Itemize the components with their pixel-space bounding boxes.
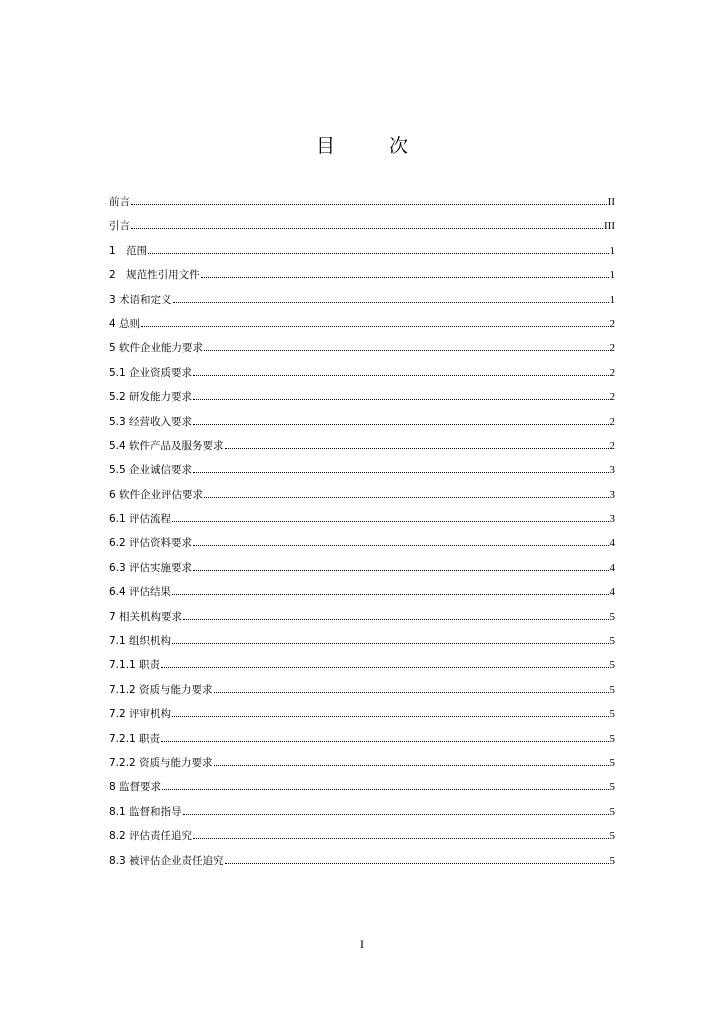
toc-dot-leader (183, 813, 609, 815)
toc-entry-page: 2 (609, 391, 615, 404)
toc-entry[interactable] (109, 512, 615, 536)
toc-entry-label: 7.2 评审机构 (109, 708, 172, 721)
toc-entry-label: 7.1 组织机构 (109, 635, 172, 648)
toc-entry[interactable] (109, 732, 615, 756)
toc-entry[interactable] (109, 634, 615, 658)
toc-entry-label: 7.1.1 职责 (109, 659, 161, 672)
toc-list (109, 195, 615, 878)
toc-entry[interactable] (109, 463, 615, 487)
toc-entry-label: 8 监督要求 (109, 781, 162, 794)
toc-entry[interactable] (109, 585, 615, 609)
toc-entry-page: 4 (609, 561, 615, 574)
toc-entry[interactable] (109, 293, 615, 317)
toc-dot-leader (131, 203, 607, 205)
toc-dot-leader (225, 862, 609, 864)
toc-entry-page: 1 (609, 293, 615, 306)
toc-dot-leader (193, 471, 608, 473)
toc-entry[interactable] (109, 536, 615, 560)
toc-dot-leader (204, 496, 608, 498)
toc-entry-label: 2 规范性引用文件 (109, 269, 200, 282)
toc-dot-leader (172, 520, 608, 522)
toc-entry[interactable] (109, 488, 615, 512)
toc-dot-leader (161, 740, 608, 742)
toc-entry-label: 7 相关机构要求 (109, 610, 183, 623)
toc-dot-leader (214, 764, 609, 766)
toc-entry-label: 5.1 企业资质要求 (109, 366, 193, 379)
toc-entry-page: 5 (609, 610, 615, 623)
toc-dot-leader (193, 569, 608, 571)
toc-entry[interactable] (109, 683, 615, 707)
toc-entry-label: 7.2.1 职责 (109, 732, 161, 745)
toc-entry-page: 5 (609, 830, 615, 843)
toc-entry-page: 5 (609, 635, 615, 648)
toc-dot-leader (214, 691, 609, 693)
toc-entry-label: 6.3 评估实施要求 (109, 561, 193, 574)
toc-entry[interactable] (109, 805, 615, 829)
toc-dot-leader (201, 276, 609, 278)
toc-entry[interactable] (109, 829, 615, 853)
toc-entry-page: III (604, 220, 615, 233)
toc-entry[interactable] (109, 780, 615, 804)
toc-entry[interactable] (109, 756, 615, 780)
toc-dot-leader (193, 398, 608, 400)
toc-dot-leader (173, 301, 609, 303)
toc-entry-label: 5 软件企业能力要求 (109, 342, 204, 355)
toc-entry-page: 2 (609, 317, 615, 330)
toc-entry-label: 6.1 评估流程 (109, 513, 172, 526)
toc-entry[interactable] (109, 219, 615, 243)
toc-dot-leader (172, 642, 608, 644)
toc-dot-leader (193, 837, 608, 839)
toc-entry[interactable] (109, 658, 615, 682)
toc-entry-label: 前言 (109, 196, 130, 208)
toc-entry[interactable] (109, 854, 615, 878)
toc-entry-page: 5 (609, 854, 615, 867)
toc-entry-page: 5 (609, 708, 615, 721)
toc-entry-label: 引言 (109, 220, 130, 233)
toc-dot-leader (193, 544, 608, 546)
toc-entry-page: 1 (609, 244, 615, 257)
toc-entry-label: 8.2 评估责任追究 (109, 830, 193, 843)
toc-entry-page: 4 (609, 537, 615, 550)
toc-dot-leader (172, 593, 608, 595)
toc-entry[interactable] (109, 268, 615, 292)
toc-entry-label: 5.2 研发能力要求 (109, 391, 193, 404)
toc-entry-page: II (607, 196, 615, 208)
toc-entry[interactable] (109, 415, 615, 439)
toc-dot-leader (193, 374, 608, 376)
toc-dot-leader (162, 788, 608, 790)
toc-entry-page: 5 (609, 805, 615, 818)
toc-dot-leader (204, 349, 608, 351)
toc-entry-label: 6.4 评估结果 (109, 586, 172, 599)
footer-page-number: I (360, 937, 364, 951)
toc-dot-leader (225, 447, 609, 449)
toc-entry[interactable] (109, 707, 615, 731)
toc-entry-page: 5 (609, 781, 615, 794)
toc-entry-label: 5.4 软件产品及服务要求 (109, 439, 224, 452)
toc-entry[interactable] (109, 439, 615, 463)
toc-entry[interactable] (109, 366, 615, 390)
toc-entry-label: 1 范围 (109, 244, 148, 257)
toc-entry-page: 3 (609, 464, 615, 477)
toc-dot-leader (193, 423, 608, 425)
toc-entry[interactable] (109, 244, 615, 268)
toc-entry-label: 7.1.2 资质与能力要求 (109, 683, 213, 696)
toc-entry-page: 5 (609, 683, 615, 696)
toc-entry-page: 2 (609, 415, 615, 428)
toc-entry-label: 5.5 企业诚信要求 (109, 464, 193, 477)
toc-entry[interactable] (109, 195, 615, 219)
toc-dot-leader (141, 325, 608, 327)
toc-dot-leader (161, 666, 608, 668)
toc-entry[interactable] (109, 610, 615, 634)
toc-entry[interactable] (109, 561, 615, 585)
toc-entry-label: 5.3 经营收入要求 (109, 415, 193, 428)
toc-dot-leader (148, 252, 608, 254)
toc-entry-page: 2 (609, 439, 615, 452)
toc-dot-leader (183, 618, 608, 620)
toc-entry-page: 3 (609, 513, 615, 526)
toc-entry-label: 8.3 被评估企业责任追究 (109, 854, 224, 867)
toc-entry[interactable] (109, 341, 615, 365)
toc-entry-page: 2 (609, 342, 615, 355)
toc-entry-label: 6 软件企业评估要求 (109, 488, 204, 501)
toc-title: 目 次 (315, 135, 433, 157)
toc-entry-label: 8.1 监督和指导 (109, 805, 182, 818)
toc-entry-page: 3 (609, 488, 615, 501)
toc-entry-page: 2 (609, 366, 615, 379)
toc-entry-label: 4 总则 (109, 317, 141, 330)
toc-entry-label: 3 术语和定义 (109, 293, 172, 306)
toc-entry[interactable] (109, 317, 615, 341)
toc-entry-page: 5 (609, 732, 615, 745)
toc-entry-page: 1 (609, 269, 615, 282)
toc-entry-page: 5 (609, 659, 615, 672)
toc-entry-page: 5 (609, 756, 615, 769)
toc-dot-leader (172, 715, 608, 717)
toc-entry-label: 6.2 评估资料要求 (109, 537, 193, 550)
toc-entry[interactable] (109, 390, 615, 414)
toc-dot-leader (131, 227, 603, 229)
toc-entry-label: 7.2.2 资质与能力要求 (109, 756, 213, 769)
toc-entry-page: 4 (609, 586, 615, 599)
